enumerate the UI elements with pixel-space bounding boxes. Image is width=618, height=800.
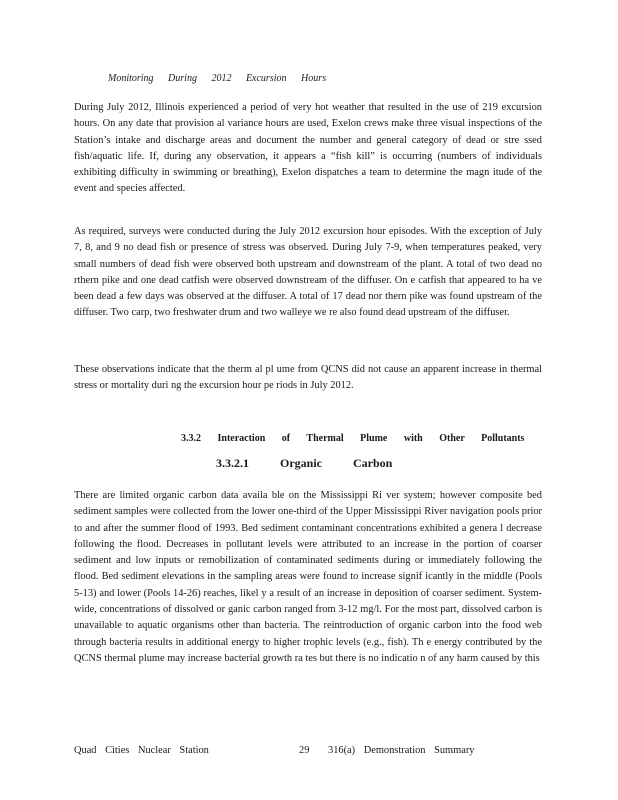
- paragraph-organic-carbon: There are limited organic carbon data availa ble on the Mississippi Ri ver system; however composite bed sediment samples were collected from the lower one-third of the Upper Mississippi River navigation pools prior to and after the summer flood of 1993. Bed sediment contaminant concentrations exhibited a genera l decrease following the flood. Decreases in pollutant levels were attributed to an increase in the portion of coarser sediment and low inputs or remobilization of contaminated sediments during or immediately following the flood. Bed sediment elevations in the sampling areas were found to increase signif icantly in the middle (Pools 5-13) and lower (Pools 14-26) reaches, likel y a result of an increase in deposition of coarser sediment. System-wide, concentrations of dissolved or ganic carbon ranged from 3-12 mg/l. For the most part, dissolved carbon is unavailable to aquatic organisms other than bacteria. The reintroduction of organic carbon into the food web through bacteria results in additional energy to higher trophic levels (e.g., fish). Th e energy contributed by the QCNS thermal plume may increase bacterial growth ra tes but there is no indicatio n of any harm caused by this: [74, 490, 542, 664]
- subsection-heading: 3.3.2.1 Organic Carbon: [216, 456, 393, 470]
- paragraph-surveys: As required, surveys were conducted during the July 2012 excursion hour episodes. With the exception of July 7, 8, and 9 no dead fish or presence of stress was observed. During July 7-9, when temperatures peaked, very small numbers of dead fish were observed both upstream and downstream of the plant. A total of two dead no rthern pike and one dead catfish were observed downstream of the diffuser. On e catfish that appeared to ha ve been dead a few days was observed at the diffuser. A total of 17 dead nor thern pike was found upstream of the diffuser. Two carp, two freshwater drum and two walleye we re also found dead upstream of the diffuser.: [74, 226, 542, 319]
- footer-station-name: Quad Cities Nuclear Station: [74, 745, 209, 756]
- section-heading: 3.3.2 Interaction of Thermal Plume with Other Pollutants: [181, 433, 525, 444]
- running-header: Monitoring During 2012 Excursion Hours: [108, 73, 326, 84]
- footer-document-title: 316(a) Demonstration Summary: [328, 745, 475, 756]
- footer-page-number: 29: [299, 745, 310, 756]
- paragraph-conclusion: These observations indicate that the therm al pl ume from QCNS did not cause an apparent increase in thermal stress or mortality duri ng the excursion hour pe riods in July 2012.: [74, 364, 542, 392]
- paragraph-excursion-hours: During July 2012, Illinois experienced a period of very hot weather that resulted in the use of 219 excursion hours. On any date that provision al variance hours are used, Exelon crews make three visual inspections of the Station’s intake and discharge areas and document the number and general category of dead or stre ssed fish/aquatic life. If, during any observation, it appears a “fish kill” is occurring (numbers of individuals exhibiting difficulty in swimming or breathing), Exelon dispatches a team to determine the magn itude of the event and species affected.: [74, 102, 542, 195]
